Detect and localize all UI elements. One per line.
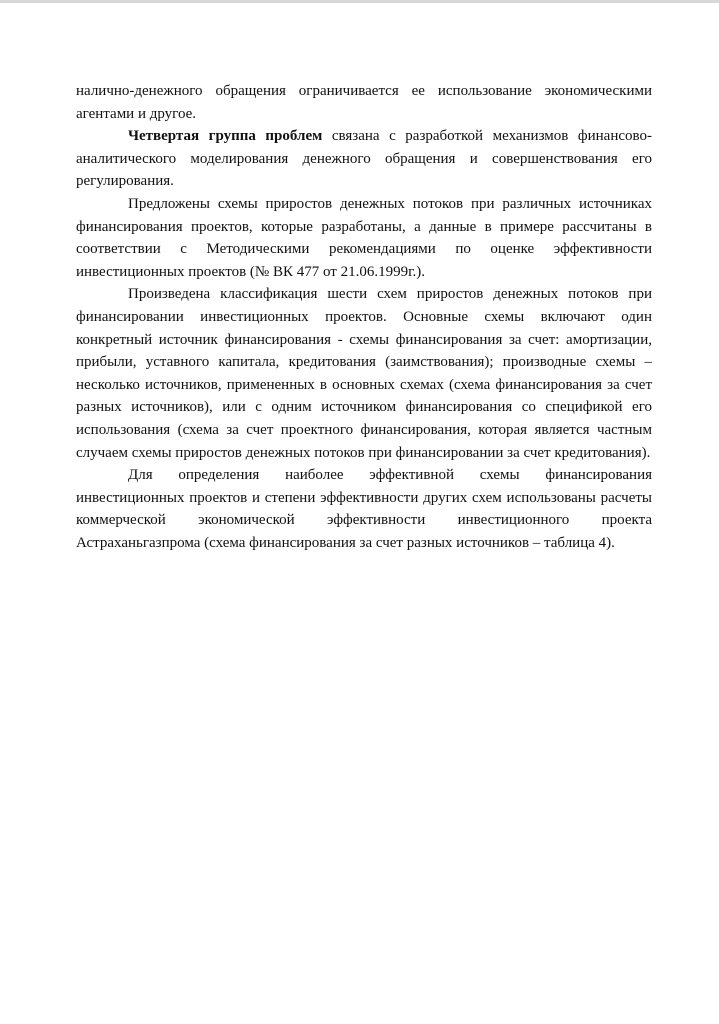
paragraph-4: Произведена классификация шести схем приростов денежных потоков при финансировании инвестиционных проектов. Основные схемы включают один конкретный источник финансирования - схемы финансирования за счет: амортизации, прибыли, уставного капитала, кредитования (заимствования); производные схемы – несколько источников, примененных в основных схемах (схема финансирования за счет разных источников), или с одним источником финансирования со спецификой его использования (схема за счет проектного финансирования, которая является частным случаем схемы приростов денежных потоков при финансировании за счет кредитования). bbox=[76, 286, 652, 461]
paragraph-2-text: связана с разработкой механизмов финансово-аналитического моделирования денежного обращения и совершенствования его регулирования. bbox=[76, 128, 653, 190]
paragraph-2 bbox=[76, 125, 652, 193]
paragraph-3: Предложены схемы приростов денежных потоков при различных источниках финансирования проектов, которые разработаны, а данные в примере рассчитаны в соответствии с Методическими рекомендациями по оценке эффективности инвестиционных проектов (№ ВК 477 от 21.06.1999г.). bbox=[76, 195, 652, 280]
paragraph-5: Для определения наиболее эффективной схемы финансирования инвестиционных проектов и степени эффективности других схем использованы расчеты коммерческой экономической эффективности инвестиционного проекта Астраханьгазпрома (схема финансирования за счет разных источников – таблица 4). bbox=[76, 467, 652, 551]
paragraph-1: налично-денежного обращения ограничивается ее использование экономическими агентами и другое. bbox=[76, 83, 652, 122]
paragraph-2-bold-heading: Четвертая группа проблем bbox=[128, 128, 323, 145]
page-top-edge bbox=[0, 0, 719, 3]
document-body bbox=[76, 80, 652, 554]
